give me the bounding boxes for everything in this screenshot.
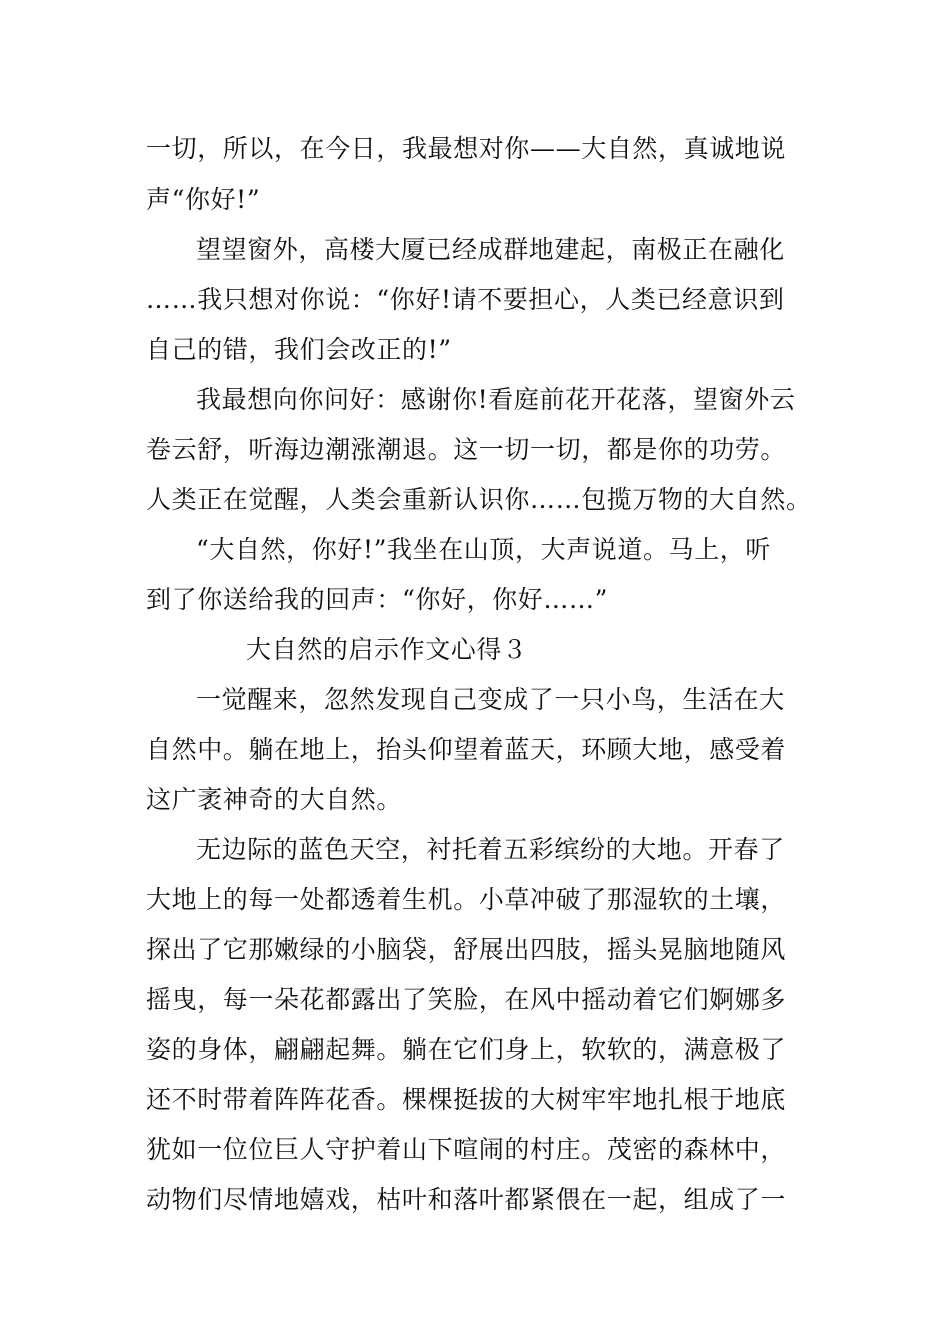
text-line: 探出了它那嫩绿的小脑袋，舒展出四肢，摇头晃脑地随风: [146, 935, 787, 964]
text-line: 还不时带着阵阵花香。棵棵挺拔的大树牢牢地扎根于地底: [146, 1085, 787, 1114]
text-line: 我最想向你问好：感谢你!看庭前花开花落，望窗外云: [196, 385, 796, 414]
text-line: ……我只想对你说：“你好!请不要担心，人类已经意识到: [146, 285, 785, 314]
text-line: 大地上的每一处都透着生机。小草冲破了那湿软的土壤，: [146, 885, 787, 914]
text-line: 姿的身体，翩翩起舞。躺在它们身上，软软的，满意极了: [146, 1035, 787, 1064]
text-line: 犹如一位位巨人守护着山下喧闹的村庄。茂密的森林中，: [146, 1135, 787, 1164]
text-line: 摇曳，每一朵花都露出了笑脸，在风中摇动着它们婀娜多: [146, 985, 787, 1014]
text-line: 声“你好!”: [146, 185, 261, 214]
section-heading: 大自然的启示作文心得３: [246, 635, 528, 664]
text-line: 望望窗外，高楼大厦已经成群地建起，南极正在融化: [196, 235, 785, 264]
text-line: 一切，所以，在今日，我最想对你——大自然，真诚地说: [146, 134, 787, 163]
text-line: 卷云舒，听海边潮涨潮退。这一切一切，都是你的功劳。: [146, 435, 787, 464]
text-line: 一觉醒来，忽然发现自己变成了一只小鸟，生活在大: [196, 685, 785, 714]
text-line: 人类正在觉醒，人类会重新认识你……包揽万物的大自然。: [146, 485, 812, 514]
text-line: 自己的错，我们会改正的!”: [146, 335, 452, 364]
text-line: 动物们尽情地嬉戏，枯叶和落叶都紧偎在一起，组成了一: [146, 1185, 787, 1214]
text-line: 到了你送给我的回声：“你好，你好……”: [146, 585, 608, 614]
text-line: 自然中。躺在地上，抬头仰望着蓝天，环顾大地，感受着: [146, 735, 787, 764]
text-line: 这广袤神奇的大自然。: [146, 785, 403, 814]
text-line: “大自然，你好!”我坐在山顶，大声说道。马上，听: [196, 535, 772, 564]
text-line: 无边际的蓝色天空，衬托着五彩缤纷的大地。开春了: [196, 835, 785, 864]
